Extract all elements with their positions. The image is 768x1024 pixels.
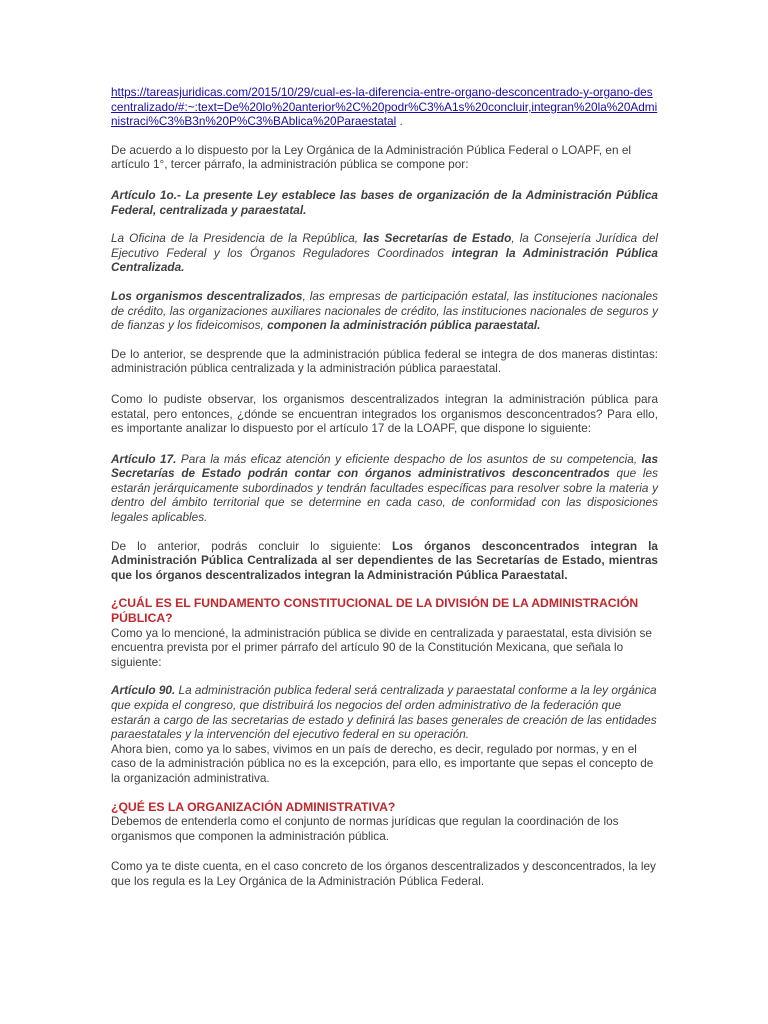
paraestatal-text-2: , las empresas de participación estatal, las instituciones nacionales de crédito, las organizaciones auxiliares nacionales de crédito, las instituciones nacionales de seguros y de fianzas y los fideicomisos,	[111, 288, 658, 333]
heading-organizacion-administrativa: ¿QUÉ ES LA ORGANIZACIÓN ADMINISTRATIVA?	[111, 799, 396, 814]
como-ya-paragraph: Como ya lo mencioné, la administración pública se divide en centralizada y paraestatal, esta división se encuentra prevista por el primer párrafo del artículo 90 de la Constitución Mexicana, que señala lo siguiente:	[111, 625, 652, 669]
paraestatal-text-1: Los organismos descentralizados	[111, 288, 303, 303]
conclusion-text-1: De lo anterior, podrás concluir lo siguiente:	[111, 538, 393, 553]
article-17-text-1: Para la más eficaz atención y eficiente despacho de los asuntos de su competencia,	[176, 451, 642, 466]
paraestatal-text-3: componen la administración pública paraestatal.	[267, 318, 541, 333]
intro-paragraph: De acuerdo a lo dispuesto por la Ley Orgánica de la Administración Pública Federal o LOAPF, en el artículo 1°, tercer párrafo, la administración pública se compone por:	[111, 142, 632, 172]
centralizada-text-4: integran la Administración Pública Centralizada.	[111, 245, 658, 275]
article-1-text: Artículo 1o.- La presente Ley establece las bases de organización de la Administración Pública Federal, centralizada y paraestatal.	[111, 187, 658, 217]
article-1-quote	[111, 188, 658, 217]
source-link[interactable]: https://tareasjuridicas.com/2015/10/29/cual-es-la-diferencia-entre-organo-desconcentrado-y-organo-descentralizado/#:~:text=De%20lo%20anterior%2C%20podr%C3%A1s%20concluir,integran%20la%20Administraci%C3%B3n%20P%C3%BAblica%20Paraestatal	[111, 85, 658, 129]
centralizada-text-2: las Secretarías de Estado	[363, 231, 512, 246]
conclusion-paragraph	[111, 539, 658, 583]
source-link-trailing-period: .	[399, 114, 403, 129]
centralizada-text-3: , la Consejería Jurídica del Ejecutivo Federal y los Órganos Reguladores Coordinados	[111, 231, 659, 260]
article-90-text: La administración publica federal será centralizada y paraestatal conforme a la ley orgánica que expida el congreso, que distribuirá los negocios del orden administrativo de la federación que estarán a cargo de las secretarias de estado y definirá las bases generales de creación de las entidades paraestatales y la intervención del ejecutivo federal en su operación.	[111, 683, 657, 742]
source-link-paragraph	[111, 85, 658, 129]
centralizada-paragraph	[111, 231, 658, 275]
dos-maneras-paragraph: De lo anterior, se desprende que la administración pública federal se integra de dos maneras distintas: administración pública centralizada y la administración pública paraestatal.	[111, 346, 658, 376]
article-17-label: Artículo 17.	[111, 451, 177, 466]
conclusion-text-2: Los órganos desconcentrados integran la Administración Pública Centralizada al ser dependientes de las Secretarías de Estado, mientras que los órganos descentralizados integran la Administración Pública Paraestatal.	[111, 538, 658, 582]
article-17-text-3: que les estarán jerárquicamente subordinados y tendrán facultades específicas para resolver sobre la materia y dentro del ámbito territorial que se determine en cada caso, de conformidad con las disposiciones legales aplicables.	[111, 466, 658, 525]
debemos-paragraph: Debemos de entenderla como el conjunto de normas jurídicas que regulan la coordinación de los organismos que componen la administración pública.	[111, 814, 619, 843]
article-17-text-2: las Secretarías de Estado podrán contar con órganos administrativos desconcentrados	[111, 451, 659, 481]
article-90-quote	[111, 683, 658, 741]
paraestatal-paragraph	[111, 289, 658, 333]
article-90-label: Artículo 90.	[111, 683, 176, 698]
heading-fundamento-constitucional: ¿CUÁL ES EL FUNDAMENTO CONSTITUCIONAL DE LA DIVISIÓN DE LA ADMINISTRACIÓN PÚBLICA?	[111, 596, 639, 626]
article-17-quote	[111, 452, 658, 525]
ahora-bien-paragraph: Ahora bien, como ya lo sabes, vivimos en un país de derecho, es decir, regulado por normas, y en el caso de la administración pública no es la excepción, para ello, es importante que sepas el concepto de la organización administrativa.	[111, 741, 654, 785]
centralizada-text-1: La Oficina de la Presidencia de la República,	[111, 231, 364, 246]
final-paragraph: Como ya te diste cuenta, en el caso concreto de los órganos descentralizados y desconcentrados, la ley que los regula es la Ley Orgánica de la Administración Pública Federal.	[111, 859, 656, 888]
document-page	[111, 85, 658, 889]
como-pudiste-paragraph: Como lo pudiste observar, los organismos descentralizados integran la administración pública para estatal, pero entonces, ¿dónde se encuentran integrados los organismos desconcentrados? Para ello, es importante analizar lo dispuesto por el artículo 17 de la LOAPF, que dispone lo siguiente:	[111, 391, 658, 436]
